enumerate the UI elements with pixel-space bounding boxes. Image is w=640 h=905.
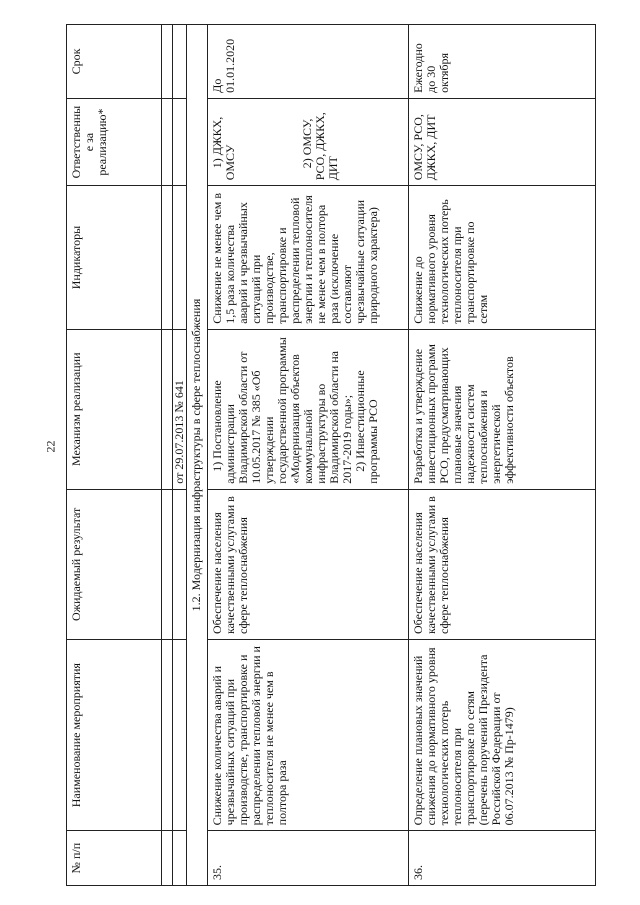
section-title: 1.2. Модернизация инфраструктуры в сфере теплоснабжения (187, 25, 208, 886)
measures-table (66, 24, 596, 886)
row-indicators: Снижение до нормативного уровня технологических потерь теплоносителя при транспортировке по сетям (409, 186, 596, 330)
row-name: Определение плановых значений снижения до нормативного уровня технологических потерь теплоносителя при транспортировке по сетям (перечень поручений Президента Российской Федерации от 06.07.2013 № Пр-1479) (409, 640, 596, 831)
header-num: № п/п (67, 831, 162, 886)
continuation-cell (173, 489, 187, 639)
header-result: Ожидаемый результат (67, 489, 162, 639)
spacer-cell (162, 489, 173, 639)
spacer-row (162, 25, 173, 886)
spacer-cell (162, 25, 173, 99)
row-term: До 01.01.2020 (208, 25, 409, 99)
table-wrapper (66, 24, 596, 886)
responsible-item: 2) ОМСУ, РСО, ДЖКХ, ДИТ (300, 112, 340, 181)
row-num: 35. (208, 831, 409, 886)
row-term: Ежегодно до 30 октября (409, 25, 596, 99)
spacer-cell (162, 98, 173, 185)
row-name: Снижение количества аварий и чрезвычайных ситуаций при производстве, транспортировке и распределении тепловой энергии и теплоносителя не менее чем в полтора раза (208, 640, 409, 831)
spacer-cell (162, 831, 173, 886)
row-result: Обеспечение населения качественными услугами в сфере теплоснабжения (409, 489, 596, 639)
continuation-cell (173, 25, 187, 99)
row-responsible (208, 98, 409, 185)
row-result: Обеспечение населения качественными услугами в сфере теплоснабжения (208, 489, 409, 639)
header-name: Наименование мероприятия (67, 640, 162, 831)
header-responsible: Ответственные за реализацию* (67, 98, 162, 185)
spacer-cell (162, 329, 173, 489)
header-indicators: Индикаторы (67, 186, 162, 330)
table-row (208, 25, 409, 886)
spacer-cell (162, 186, 173, 330)
row-responsible: ОМСУ, РСО, ДЖКХ, ДИТ (409, 98, 596, 185)
continuation-cell (173, 640, 187, 831)
row-mechanism (208, 329, 409, 489)
continuation-cell (173, 186, 187, 330)
continuation-mechanism: от 29.07.2013 № 641 (173, 329, 187, 489)
mechanism-item: 1) Постановление администрации Владимирской области от 10.05.2017 № 385 «Об утверждении государственной программы «Модернизация объектов коммунальной инфраструктуры во Владимирской области на 2017-2019 годы»; (210, 337, 354, 484)
continuation-cell (173, 831, 187, 886)
row-mechanism: Разработка и утверждение инвестиционных программ РСО, предусматривающих плановые значения надежности систем теплоснабжения и энергетической эффективности объектов (409, 329, 596, 489)
continuation-row (173, 25, 187, 886)
spacer-cell (162, 640, 173, 831)
row-indicators: Снижение не менее чем в 1,5 раза количества аварий и чрезвычайных ситуаций при производстве, транспортировке и распределении тепловой энергии и теплоносителя не менее чем в полтора раза (исключение составляют чрезвычайные ситуации природного характера) (208, 186, 409, 330)
table-row (409, 25, 596, 886)
header-term: Срок (67, 25, 162, 99)
header-mechanism: Механизм реализации (67, 329, 162, 489)
mechanism-item: 2) Инвестиционные программы РСО (353, 370, 380, 484)
header-row (67, 25, 162, 886)
page-number: 22 (43, 440, 58, 453)
section-row (187, 25, 208, 886)
continuation-cell (173, 98, 187, 185)
row-num: 36. (409, 831, 596, 886)
responsible-item: 1) ДЖКХ, ОМСУ (210, 116, 237, 181)
